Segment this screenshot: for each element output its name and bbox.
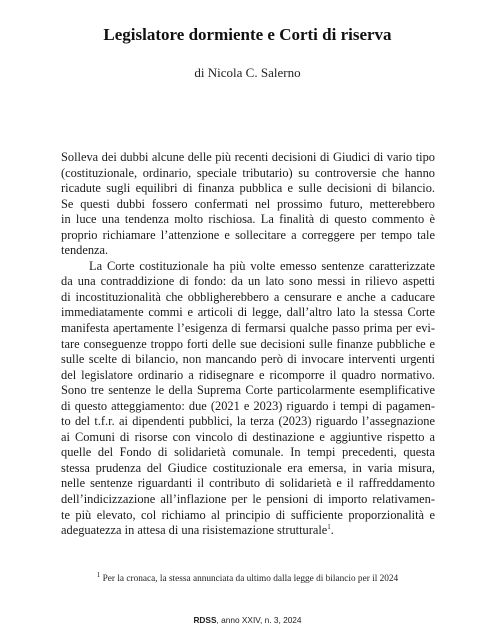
- text-line: sulle scelte di bilancio, non mancando però di invocare interventi urgenti: [61, 352, 435, 367]
- text-line: da una contraddizione di fondo: da un lato sono messi in rilievo aspetti: [61, 274, 435, 289]
- page-footer: [0, 615, 495, 625]
- journal-name: RDSS: [193, 615, 217, 625]
- text-line: ricadute sugli equilibri di finanza pubblica e sulle decisioni di bilancio.: [61, 181, 435, 196]
- paragraph-2: [61, 259, 435, 539]
- text-line: del legislatore ordinario a ridisegnare e ricomporre il quadro normativo.: [61, 367, 435, 382]
- text-line: te più elevato, col richiamo al principio di sufficiente proporzionalità e: [61, 507, 435, 522]
- author-byline: di Nicola C. Salerno: [194, 65, 301, 80]
- article-body: [61, 150, 435, 539]
- text-line: to del t.f.r. ai dipendenti pubblici, la terza (2023) riguardo l’assegnazione: [61, 414, 435, 429]
- text-line-with-footnote: adeguatezza in attesa di una risistemazione strutturale$^1$.: [61, 523, 334, 538]
- text-line: di questo atteggiamento: due (2021 e 2023) riguardo i tempi di pagamen-: [61, 398, 435, 413]
- text-line: tare conseguenze troppo forti delle sue decisioni sulle finanze pubbliche e: [61, 336, 435, 351]
- paragraph-1: [61, 150, 435, 259]
- text-line: in luce una tendenza molto rischiosa. La finalità di questo commento è: [61, 212, 435, 227]
- text-line: Se questi dubbi fossero confermati nel prossimo futuro, metterebbero: [61, 196, 435, 211]
- text-line: adeguatezza in attesa di una risistemazione strutturale: [61, 523, 328, 538]
- text-line: tendenza.: [61, 243, 109, 258]
- text-line: Solleva dei dubbi alcune delle più recenti decisioni di Giudici di vario tipo: [61, 150, 435, 164]
- text-line: stessa prudenza del Giudice costituzionale era emersa, in varia misura,: [61, 460, 435, 475]
- page-title: Legislatore dormiente e Corti di riserva: [103, 25, 392, 44]
- text-line: proprio richiamare l’attenzione e sollecitare a correggere per tempo tale: [61, 227, 435, 242]
- text-line: immediatamente commi e articoli di legge, dall’altro lato la stessa Corte: [61, 305, 435, 320]
- text-line: di incostituzionalità che obbligherebbero a censurare e anche a caducare: [61, 289, 435, 304]
- text-line: Sono tre sentenze le della Suprema Corte particolarmente esemplificative: [61, 383, 435, 398]
- footnote: [0, 570, 495, 584]
- text-line: La Corte costituzionale ha più volte emesso sentenze caratterizzate: [89, 258, 435, 273]
- text-line: ai Comuni di risorse con vincolo di destinazione e aggiuntive rispetto a: [61, 429, 435, 444]
- text-line: manifesta apertamente l’esigenza di fermarsi qualche passo prima per evi-: [61, 321, 435, 336]
- text-line: nelle sentenze riguardanti il contributo di solidarietà e il raffreddamento: [61, 476, 435, 491]
- footnote-reference[interactable]: 1: [327, 523, 331, 531]
- text-line: (costituzionale, ordinario, speciale tributario) su controversie che hanno: [61, 165, 435, 180]
- issue-info: , anno XXIV, n. 3, 2024: [216, 615, 302, 625]
- footnote-number: 1: [96, 570, 101, 579]
- footnote-text: Per la cronaca, la stessa annunciata da ultimo dalla legge di bilancio per il 2024: [102, 574, 399, 584]
- text-line: quelle del Fondo di solidarietà comunale. In tempi precedenti, questa: [61, 445, 435, 460]
- text-line: dell’indicizzazione all’inflazione per le pensioni di importo relativamen-: [61, 492, 435, 507]
